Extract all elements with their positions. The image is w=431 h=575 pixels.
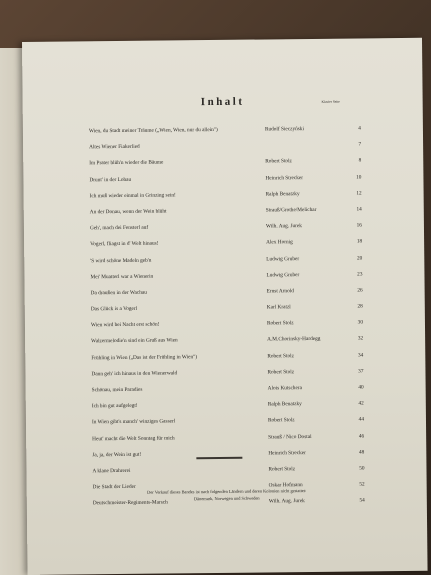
toc-entry-page: 26 — [357, 287, 363, 294]
toc-entry-composer: Wilh. Aug. Jurek — [265, 223, 302, 230]
toc-entry-title: Wien, du Stadt meiner Träume („Wien, Wien, nur du allein") — [88, 126, 218, 135]
toc-entry-title: Die Stadt der Lieder — [92, 483, 136, 491]
toc-entry-title: Mei' Muatterl war a Wienerin — [90, 273, 154, 280]
toc-entry-page: 28 — [357, 303, 363, 310]
toc-entry-page: 20 — [356, 254, 363, 262]
toc-entry-composer: Robert Stolz — [266, 320, 294, 327]
toc-entry-page: 42 — [358, 400, 364, 407]
toc-entry-composer: A.M.Chorinsky-Hardegg — [267, 336, 321, 343]
toc-entry-title: Ich bin gut aufgelegt! — [91, 402, 138, 410]
toc-entry-title: Geh', mach dei Fensterl auf — [89, 224, 149, 232]
toc-entry-page: 23 — [357, 271, 363, 278]
toc-entry-page: 32 — [357, 335, 364, 342]
toc-entry-title: Wien wird bei Nacht erst schön! — [90, 321, 160, 329]
toc-entry-title: Das Glück is a Vogerl — [90, 305, 138, 313]
toc-entry-title: An der Donau, wenn der Wein blüht — [89, 208, 167, 216]
toc-entry-title: In Wien gibt's manch' winziges Gasserl — [91, 418, 176, 426]
toc-entry-page: 46 — [358, 433, 365, 440]
toc-entry-composer: Heinrich Strecker — [268, 449, 306, 457]
toc-entry-page: 12 — [356, 190, 362, 197]
toc-entry-title: Ich muß wieder einmal in Grinzing sein! — [89, 192, 176, 200]
toc-entry-composer: Robert Stolz — [267, 368, 295, 376]
toc-entry-page: 30 — [357, 319, 363, 326]
toc-entry-composer — [265, 142, 349, 143]
toc-entry-page: 10 — [356, 174, 362, 181]
toc-entry-composer: Robert Stolz — [268, 466, 296, 473]
toc-entry-page: 34 — [357, 352, 364, 359]
toc-entry-composer: Strauß/Grothe/Melichar — [265, 206, 317, 214]
toc-entry-composer: Robert Stolz — [267, 352, 294, 360]
footer-line-1: Der Verkauf dieses Bandes ist nach folgenden Ländern und deren Kolonien nicht gestattet: — [147, 488, 307, 495]
page-title: Inhalt — [200, 95, 245, 109]
toc-entry-title: Im Prater blüh'n wieder die Bäume — [89, 159, 164, 167]
toc-entry-title: Da draußen in der Wachau — [90, 289, 147, 297]
toc-entry-composer: Alois Kutschera — [267, 385, 302, 392]
toc-entry-composer: Karl Kratzl — [266, 304, 291, 311]
toc-entry-page: 52 — [359, 481, 365, 488]
toc-entry-title: Dann geh' ich hinaus in den Wienerwald — [91, 370, 178, 378]
toc-entry-composer: Robert Stolz — [265, 158, 292, 165]
toc-entry-page: 8 — [358, 157, 362, 164]
toc-entry-composer: Strauß / Nico Dostal — [268, 433, 312, 441]
toc-entry-page: 44 — [358, 416, 365, 423]
toc-entry-title: Heut' macht die Welt Sonntag für mich — [92, 434, 175, 442]
book-page — [22, 38, 428, 575]
table-of-contents — [89, 120, 365, 511]
toc-entry-page: 54 — [359, 497, 365, 504]
toc-entry-page: 37 — [358, 368, 364, 375]
toc-entry-page: 50 — [359, 465, 365, 472]
toc-entry-page: 14 — [356, 206, 362, 213]
toc-entry-composer: Robert Stolz — [267, 417, 295, 424]
toc-entry-page: 18 — [356, 238, 363, 245]
toc-entry-composer: Ludwig Gruber — [266, 255, 300, 262]
toc-entry-title: 'S wird schöne Madeln geb'n — [90, 257, 152, 264]
toc-entry-composer: Ludwig Gruber — [266, 271, 300, 279]
toc-entry-composer: Heinrich Strecker — [265, 174, 303, 182]
toc-entry-title: A klane Drahrerei — [92, 467, 131, 475]
toc-entry-page: 40 — [358, 384, 364, 391]
toc-entry-page: 48 — [358, 449, 365, 456]
toc-entry-composer: Ralph Benatzky — [265, 190, 300, 198]
toc-entry-page: 7 — [358, 141, 362, 148]
toc-entry-title: Walzermelodie'n sind ein Gruß aus Wien — [91, 337, 178, 345]
toc-entry-composer: Alex Hornig — [266, 239, 293, 246]
toc-entry-title: Deutschmeister-Regiments-Marsch — [92, 499, 168, 507]
toc-entry-title: Frühling in Wien („Das ist der Frühling in Wien") — [91, 353, 198, 361]
toc-entry-composer: Wilh. Aug. Jurek — [268, 498, 305, 505]
toc-entry-page: 16 — [356, 222, 362, 229]
toc-entry-composer: Ernst Arnold — [266, 288, 294, 295]
toc-entry-composer: Rudolf Sieczyński — [264, 126, 304, 133]
toc-entry-title: Schönau, mein Paradies — [91, 386, 143, 394]
toc-entry-title: Vogerl, fliagst in d' Welt hinaus! — [90, 240, 159, 248]
footer-line-2: Dänemark, Norwegen und Schweden — [193, 495, 260, 502]
toc-entry-composer: Ralph Benatzky — [267, 401, 302, 408]
toc-entry-title: Ja, ja, der Wein ist gut! — [92, 451, 142, 459]
toc-entry-title: Altes Wiener Fiakerlied — [89, 143, 140, 151]
toc-entry-composer: Oskar Hofmann — [268, 482, 303, 489]
toc-entry-title: Drunt' in der Lobau — [89, 176, 132, 183]
page-column-header: Klavier Seite — [321, 99, 340, 104]
toc-entry-page: 4 — [358, 125, 361, 132]
